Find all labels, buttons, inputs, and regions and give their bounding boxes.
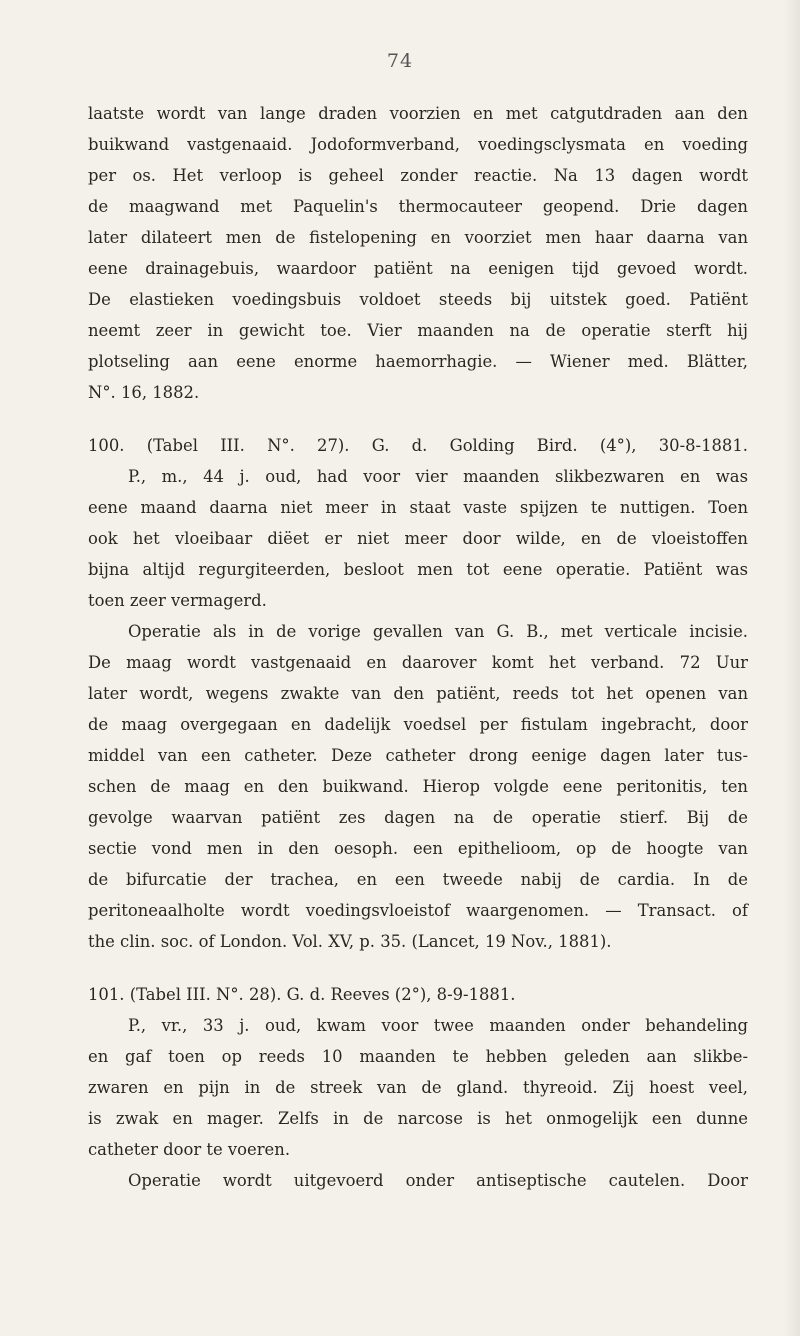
text-line: is zwak en mager. Zelfs in de narcose is het onmogelijk een dunne: [88, 1109, 748, 1128]
text-line: P., vr., 33 j. oud, kwam voor twee maanden onder behandeling: [128, 1016, 748, 1035]
case-heading: 101. (Tabel III. N°. 28). G. d. Reeves (2°), 8-9-1881.: [88, 985, 516, 1004]
text-line: the clin. soc. of London. Vol. XV, p. 35. (Lancet, 19 Nov., 1881).: [88, 932, 612, 951]
paragraph: [88, 616, 748, 957]
text-line: ook het vloeibaar diëet er niet meer door wilde, en de vloeistoffen: [88, 529, 748, 548]
text-line: buikwand vastgenaaid. Jodoformverband, voedingsclysmata en voeding: [88, 135, 748, 154]
text-line: Operatie wordt uitgevoerd onder antiseptische cautelen. Door: [128, 1171, 748, 1190]
paragraph: [88, 98, 748, 408]
text-line: catheter door te voeren.: [88, 1140, 291, 1159]
case-heading: 100. (Tabel III. N°. 27). G. d. Golding Bird. (4°), 30-8-1881.: [88, 436, 748, 455]
text-line: middel van een catheter. Deze catheter drong eenige dagen later tus-: [88, 746, 748, 765]
text-line: de maagwand met Paquelin's thermocauteer geopend. Drie dagen: [88, 197, 748, 216]
text-line: eene maand daarna niet meer in staat vaste spijzen te nuttigen. Toen: [88, 498, 748, 517]
text-line: Operatie als in de vorige gevallen van G. B., met verticale incisie.: [128, 622, 748, 641]
text-line: De maag wordt vastgenaaid en daarover komt het verband. 72 Uur: [88, 653, 748, 672]
text-line: gevolge waarvan patiënt zes dagen na de operatie stierf. Bij de: [88, 808, 748, 827]
text-line: de bifurcatie der trachea, en een tweede nabij de cardia. In de: [88, 870, 748, 889]
text-line: de maag overgegaan en dadelijk voedsel per fistulam ingebracht, door: [88, 715, 748, 734]
text-line: P., m., 44 j. oud, had voor vier maanden slikbezwaren en was: [128, 467, 748, 486]
text-line: bijna altijd regurgiteerden, besloot men tot eene operatie. Patiënt was: [88, 560, 748, 579]
page-number: 74: [386, 50, 414, 72]
paragraph: [88, 979, 748, 1196]
text-line: neemt zeer in gewicht toe. Vier maanden na de operatie sterft hij: [88, 321, 748, 340]
paragraph-gap: [88, 957, 748, 979]
text-line: en gaf toen op reeds 10 maanden te hebben geleden aan slikbe-: [88, 1047, 748, 1066]
text-line: later dilateert men de fistelopening en voorziet men haar daarna van: [88, 228, 748, 247]
text-line: peritoneaalholte wordt voedingsvloeistof waargenomen. — Transact. of: [88, 901, 748, 920]
text-line: zwaren en pijn in de streek van de gland. thyreoid. Zij hoest veel,: [88, 1078, 748, 1097]
text-line: sectie vond men in den oesoph. een epithelioom, op de hoogte van: [88, 839, 748, 858]
text-line: N°. 16, 1882.: [88, 383, 200, 402]
text-line: per os. Het verloop is geheel zonder reactie. Na 13 dagen wordt: [88, 166, 748, 185]
paragraph: [88, 430, 748, 616]
text-line: toen zeer vermagerd.: [88, 591, 267, 610]
page-body: [88, 98, 748, 1196]
text-line: schen de maag en den buikwand. Hierop volgde eene peritonitis, ten: [88, 777, 748, 796]
text-line: De elastieken voedingsbuis voldoet steeds bij uitstek goed. Patiënt: [88, 290, 748, 309]
text-line: eene drainagebuis, waardoor patiënt na eenigen tijd gevoed wordt.: [88, 259, 748, 278]
text-line: plotseling aan eene enorme haemorrhagie. — Wiener med. Blätter,: [88, 352, 748, 371]
text-line: later wordt, wegens zwakte van den patiënt, reeds tot het openen van: [88, 684, 748, 703]
paragraph-gap: [88, 408, 748, 430]
page-edge-shadow: [784, 0, 800, 1336]
text-line: laatste wordt van lange draden voorzien en met catgutdraden aan den: [88, 104, 748, 123]
